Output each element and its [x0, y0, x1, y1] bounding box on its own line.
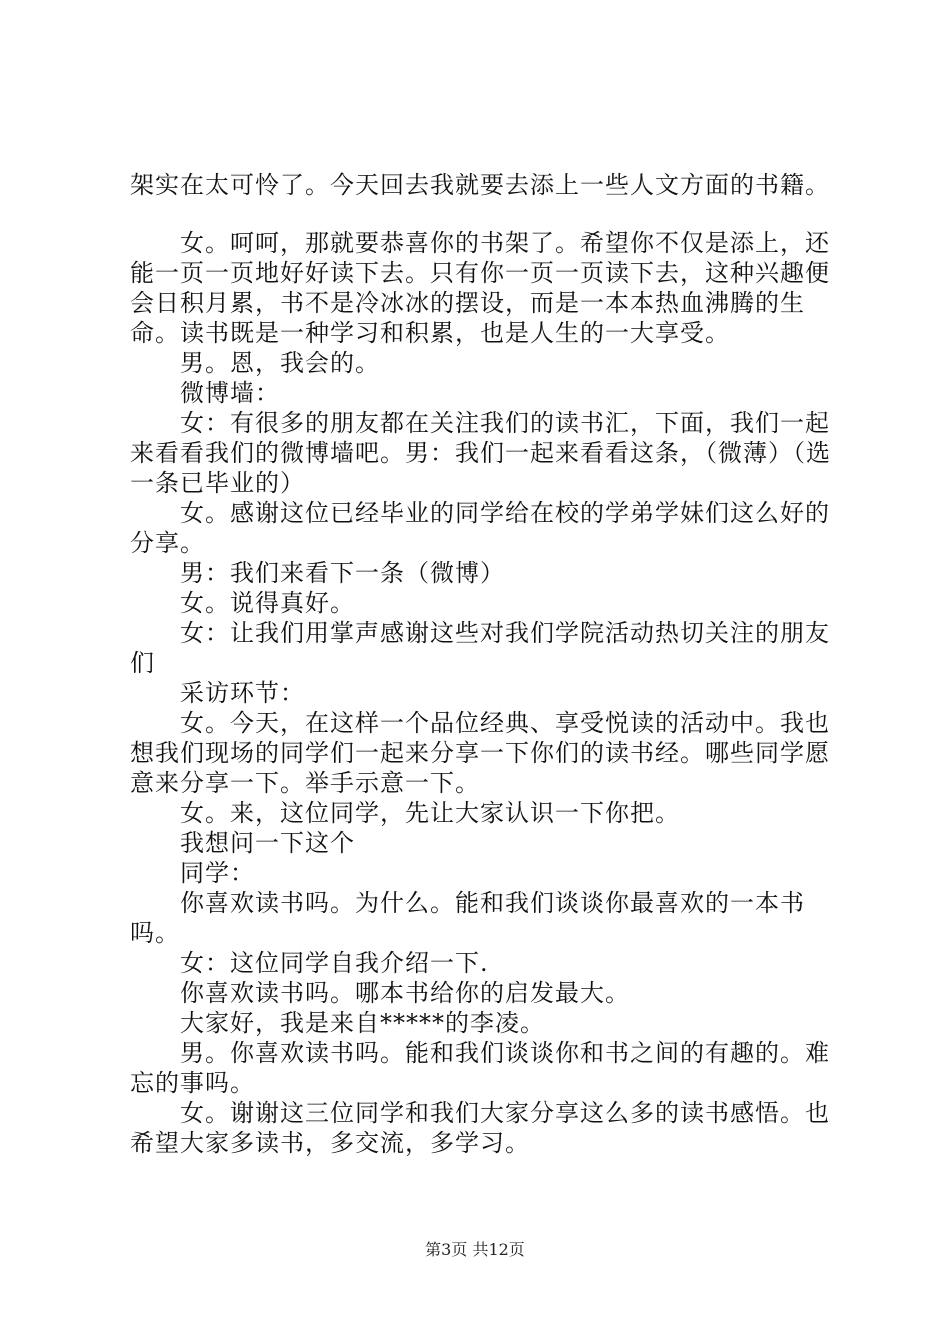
- paragraph: 男。恩，我会的。: [180, 349, 380, 377]
- page-footer: 第3页 共12页: [425, 1240, 525, 1259]
- paragraph: 男。你喜欢读书吗。能和我们谈谈你和书之间的有趣的。难忘的事吗。: [130, 1039, 830, 1097]
- paragraph: 女：有很多的朋友都在关注我们的读书汇，下面，我们一起来看看我们的微博墙吧。男：我们一起来看看这条，（微薄）（选一条已毕业的）: [130, 409, 831, 497]
- paragraph: 女。呵呵，那就要恭喜你的书架了。希望你不仅是添上，还能一页一页地好好读下去。只有你一页一页读下去，这种兴趣便会日积月累，书不是冷冰冰的摆设，而是一本本热血沸腾的生命。读书既是一种学习和积累，也是人生的一大享受。: [130, 229, 830, 347]
- document-body: [130, 170, 840, 1158]
- paragraph: 女。谢谢这三位同学和我们大家分享这么多的读书感悟。也希望大家多读书，多交流，多学习。: [130, 1099, 830, 1157]
- paragraph: 女。来，这位同学，先让大家认识一下你把。: [180, 799, 680, 827]
- paragraph: 你喜欢读书吗。哪本书给你的启发最大。: [180, 979, 630, 1007]
- paragraph: 你喜欢读书吗。为什么。能和我们谈谈你最喜欢的一本书吗。: [130, 889, 805, 947]
- paragraph: 大家好，我是来自*****的李凌。: [180, 1009, 545, 1037]
- paragraph: 女：这位同学自我介绍一下.: [180, 949, 489, 977]
- paragraph: 架实在太可怜了。今天回去我就要去添上一些人文方面的书籍。: [130, 171, 830, 199]
- paragraph: 女。今天，在这样一个品位经典、享受悦读的活动中。我也想我们现场的同学们一起来分享一下你们的读书经。哪些同学愿意来分享一下。举手示意一下。: [130, 709, 830, 797]
- paragraph: 女。说得真好。: [180, 589, 355, 617]
- paragraph: 男：我们来看下一条（微博）: [180, 559, 505, 587]
- paragraph: 同学：: [180, 859, 255, 887]
- paragraph: 女。感谢这位已经毕业的同学给在校的学弟学妹们这么好的分享。: [130, 499, 830, 557]
- paragraph: 我想问一下这个: [180, 829, 355, 857]
- paragraph: 女：让我们用掌声感谢这些对我们学院活动热切关注的朋友们: [130, 619, 830, 677]
- section-heading: 采访环节：: [180, 679, 305, 707]
- section-heading: 微博墙：: [180, 379, 280, 407]
